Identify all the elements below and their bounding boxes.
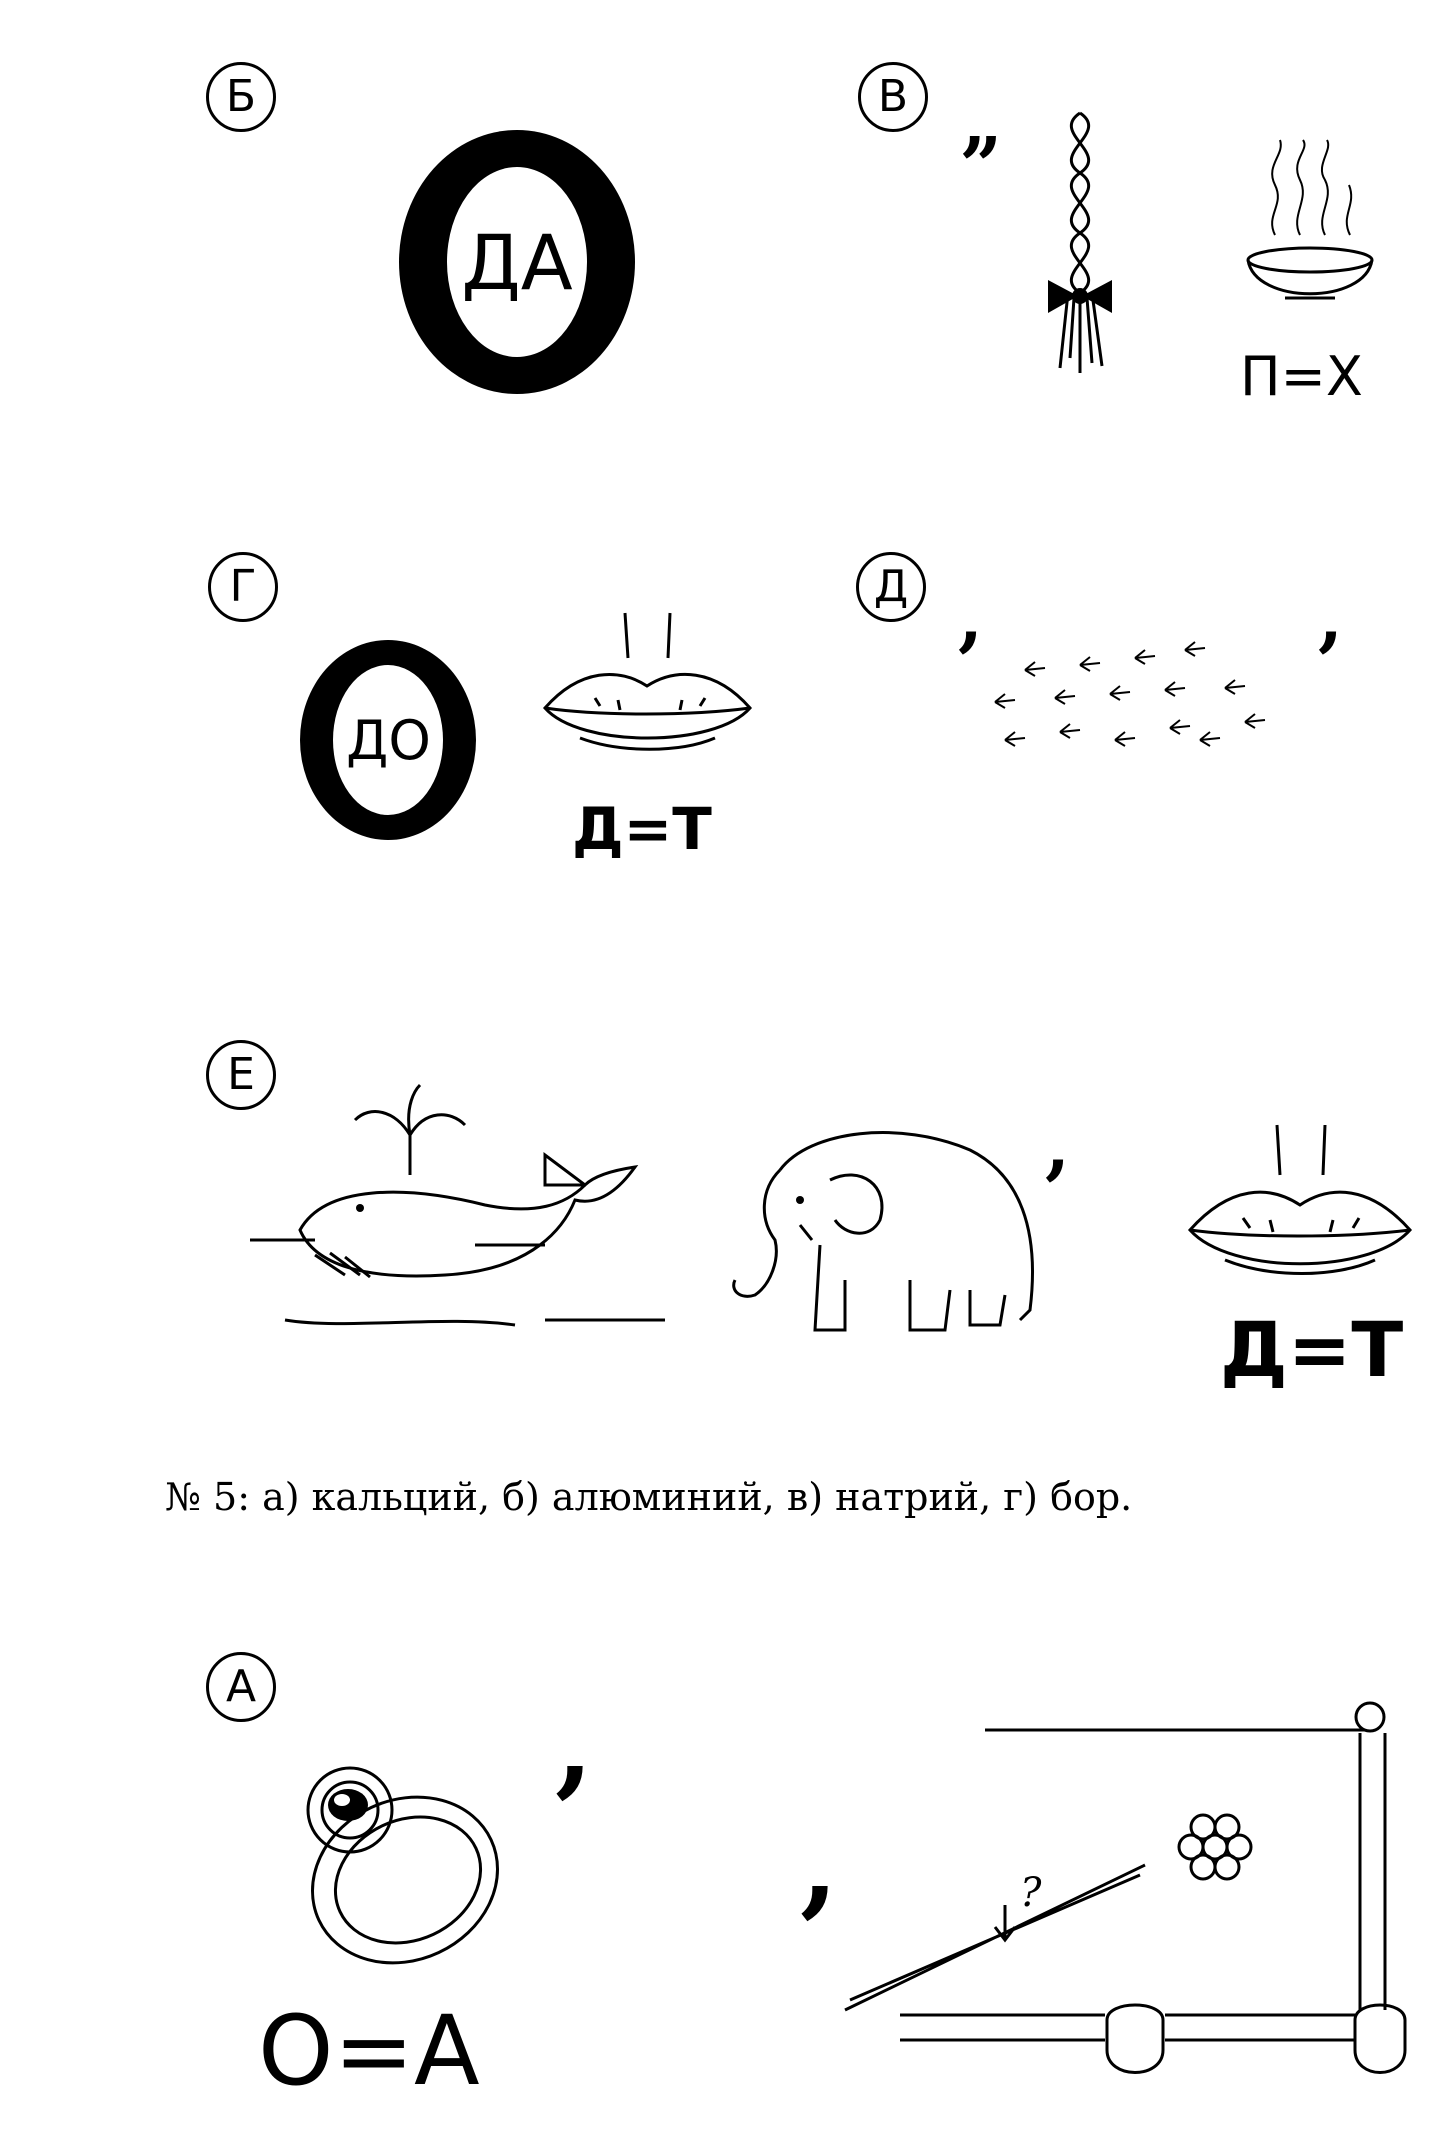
- big-o-da: [392, 122, 642, 402]
- answer-line: № 5: а) кальций, б) алюминий, в) натрий, г) бор.: [165, 1475, 1133, 1519]
- equation-d-t-2: Д=Т: [1220, 1305, 1404, 1394]
- question-mark: ?: [1020, 1870, 1042, 1916]
- label-d: Д: [856, 552, 926, 622]
- comma-table: ,: [800, 1800, 839, 1929]
- equation-p-x: П=Х: [1240, 345, 1363, 408]
- lips-icon: [540, 608, 755, 778]
- label-e: Е: [206, 1040, 276, 1110]
- label-b: Б: [206, 62, 276, 132]
- comma-elephant: ,: [1045, 1103, 1071, 1188]
- comma-right: ,: [1318, 575, 1344, 660]
- label-g: Г: [208, 552, 278, 622]
- big-o-inner-text: ДА: [461, 217, 573, 307]
- braid-icon: [1030, 108, 1130, 388]
- equation-o-a: О=А: [258, 1995, 480, 2107]
- double-comma: ,,: [962, 81, 995, 164]
- billiard-table-icon: [845, 1695, 1405, 2065]
- big-o-do: [296, 635, 481, 845]
- steaming-bowl-icon: [1245, 140, 1375, 340]
- balls-group: [1179, 1815, 1251, 1879]
- comma-ring: ,: [555, 1680, 594, 1809]
- bird-tracks-icon: [985, 640, 1305, 760]
- label-a: А: [206, 1652, 276, 1722]
- whale-icon: [245, 1075, 675, 1335]
- elephant-icon: [720, 1120, 1050, 1350]
- lips-icon: [1185, 1120, 1415, 1300]
- label-v: В: [858, 62, 928, 132]
- equation-d-t-1: Д=Т: [572, 795, 712, 863]
- comma-left: ,: [958, 575, 984, 660]
- small-o-inner-text: ДО: [346, 708, 431, 772]
- ring-icon: [290, 1740, 510, 1970]
